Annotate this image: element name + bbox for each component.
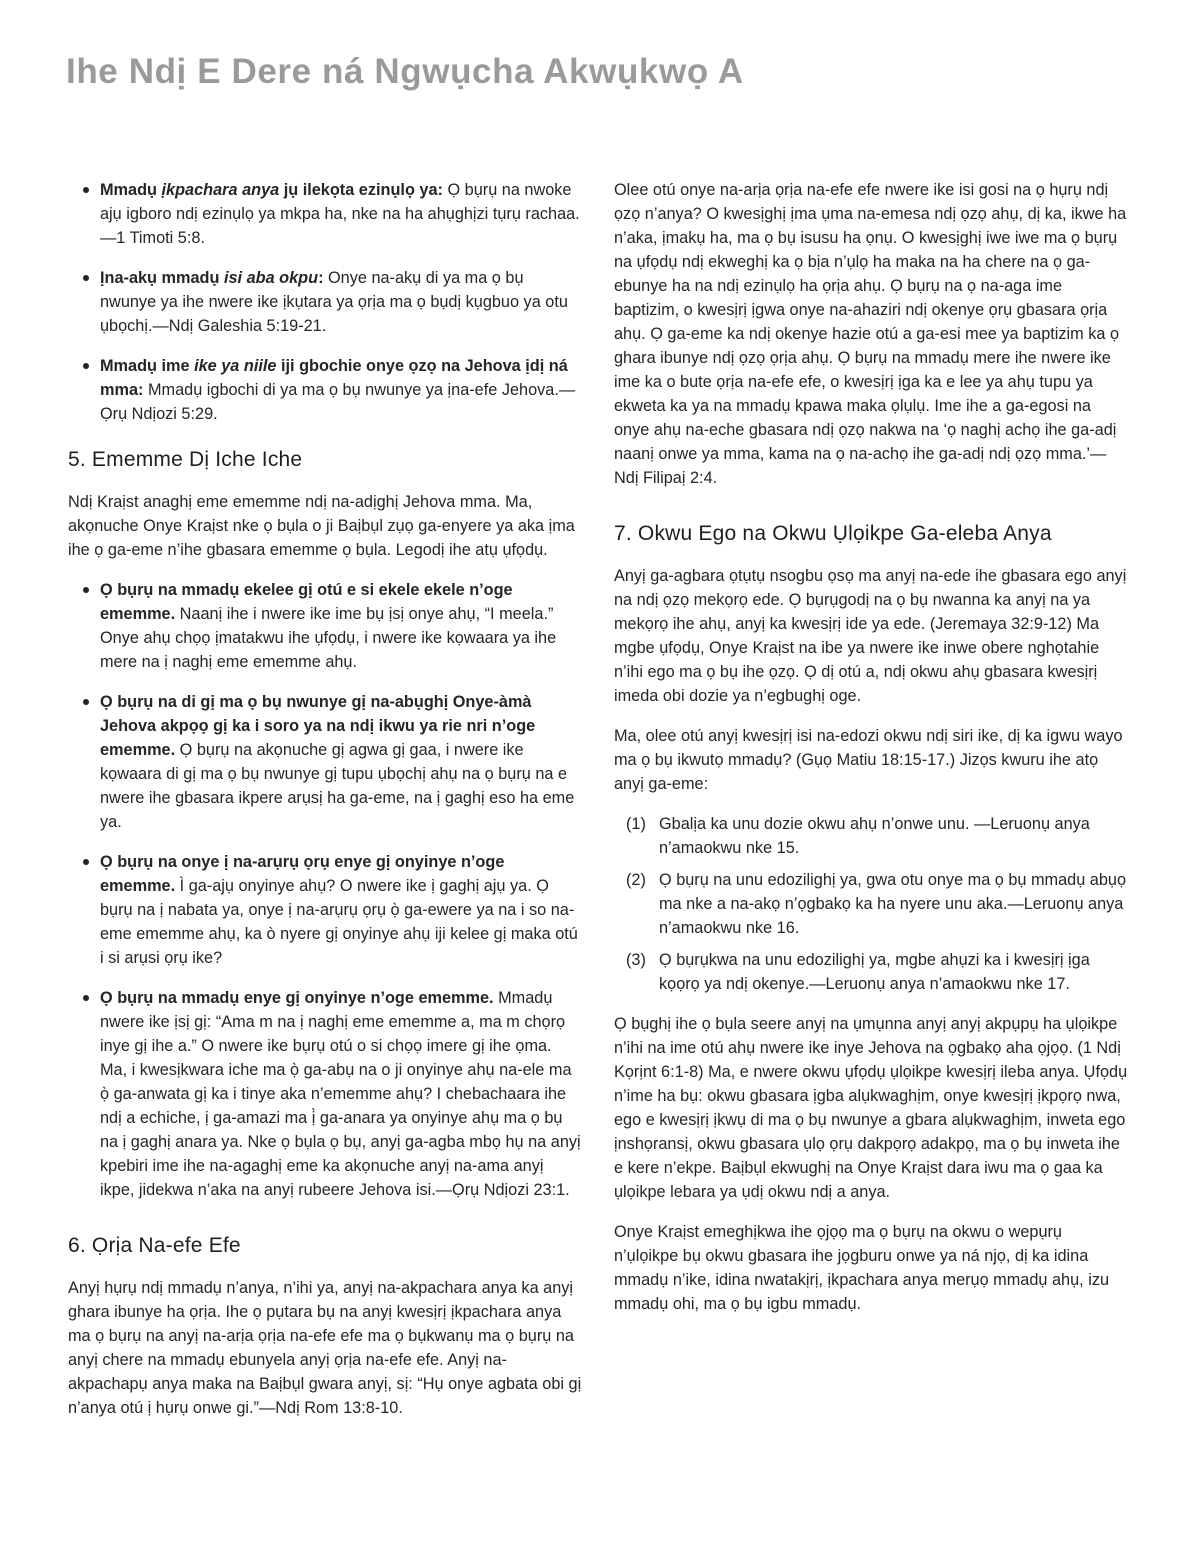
bullet-lead: Mmadụ	[100, 181, 162, 199]
bullet-emphasis: ịkpachara anya	[161, 181, 280, 199]
section-5-bullet-list	[68, 578, 582, 1202]
step-item	[614, 948, 1128, 996]
section-6-heading	[68, 1232, 582, 1260]
bullet-text: Mmadụ nwere ike ịsị gị: “Ama m na ị naghị eme ememme a, ma m chọrọ inye gị ihe a.” O nwere ike bụrụ otú o si chọọ imere gị ihe ọma. Ma, i kwesịkwara iche ma ọ̀ ga-abụ na o ji onyinye ahụ na-ele ma ọ̀ ga-anwata gị ka i tinye aka n’ememme ahụ? I chebachaara ihe ndị a echiche, ị ga-amazi ma ị̀ ga-anara ya onyinye ahụ ma ọ bụ na ị gaghị anara ya. Nke ọ bụla ọ bụ, anyị ga-agba mbọ hụ na anyị kpebiri ime ihe na-agaghị eme ka akọnuche anyị na-ama anyị ikpe, jidekwa n’aka na anyị rubeere Jehova isi.—Ọrụ Ndịozi 23:1.	[100, 989, 581, 1199]
bullet-lead: Ọ bụrụ na di gị ma ọ bụ nwunye gị na-abụghị Onye-àmà Jehova akpọọ gị ka i soro ya na ndị ikwu ya rie nri n’oge ememme.	[100, 693, 536, 759]
bullet-text: Onye na-akụ di ya ma ọ bụ nwunye ya ihe nwere ike ịkụtara ya ọrịa ma ọ bụdị kụgbuo ya otu ụbọchị.—Ndị Galeshia 5:19-21.	[100, 269, 568, 335]
list-item	[68, 578, 582, 674]
section-7-paragraph-2: Ma, olee otú anyị kwesịrị isi na-edozi okwu ndị siri ike, dị ka igwu wayo ma ọ bụ ikwutọ mmadụ? (Gụọ Matiu 18:15-17.) Jizọs kwuru ihe atọ anyị ga-eme:	[614, 727, 1123, 793]
bullet-text: Ọ bụrụ na akọnuche gị agwa gị gaa, i nwere ike kọwaara di gị ma ọ bụ nwunye gị tupu ụbọchị ahụ na ọ bụrụ na e nwere ihe gbasara ikpere arụsị ha ga-eme, na ị gaghị eso ha eme ya.	[100, 741, 575, 831]
bullet-text: Naanị ihe i nwere ike ime bụ ịsị onye ahụ, “I meela.” Onye ahụ chọọ ịmatakwu ihe ụfọdụ, i nwere ike kọwaara ya ihe mere na ị naghị eme ememme ahụ.	[100, 605, 557, 671]
step-item	[614, 868, 1128, 940]
bullet-text: Ì ga-ajụ onyinye ahụ? O nwere ike ị gaghị ajụ ya. Ọ bụrụ na ị nabata ya, onye ị na-arụrụ ọrụ ọ̀ ga-ewere ya na i so na-eme ememme ahụ, ka ò nyere gị onyinye ahụ iji kelee gị maka otú i si arụsi ọrụ ike?	[100, 877, 578, 967]
bullet-lead: Ọ bụrụ na onye ị na-arụrụ ọrụ enye gị onyinye n’oge ememme.	[100, 853, 505, 895]
list-item	[68, 354, 582, 426]
list-item	[68, 690, 582, 834]
section-number: 5.	[68, 448, 86, 471]
section-7-paragraph-3: Ọ bụghị ihe ọ bụla seere anyị na ụmụnna anyị anyị akpụpụ ha ụlọikpe n’ihi na ime otú ahụ nwere ike inye Jehova na ọgbakọ aha ọjọọ. (1 Ndị Kọrịnt 6:1-8) Ma, e nwere okwu ụfọdụ ụlọikpe kwesịrị ileba anya. Ụfọdụ n’ime ha bụ: okwu gbasara ịgba alụkwaghịm, onye kwesịrị ịkpọrọ nwa, ego e kwesịrị ịkwụ di ma ọ bụ nwunye a gbara alụkwaghịm, inweta ego ịnshọransị, okwu gbasara ụlọ ọrụ dakpọrọ adakpọ, ma ọ bụ inweta ihe e kere n’ekpe. Baịbụl ekwughị na Onye Kraịst dara iwu ma ọ gaa ka ụlọikpe lebara ya ụdị okwu ndị a anya.	[614, 1015, 1128, 1201]
section-number: 7.	[614, 522, 632, 545]
bullet-lead: Ọ bụrụ na mmadụ enye gị onyinye n’oge ememme.	[100, 989, 494, 1007]
list-item	[68, 178, 582, 250]
bullet-lead-end: iji gbochie onye ọzọ na Jehova ịdị ná mma:	[100, 357, 568, 399]
section-7-paragraph-4: Onye Kraịst emeghịkwa ihe ọjọọ ma ọ bụrụ na okwu o wepụrụ n’ụlọikpe bụ okwu gbasara ihe jọgburu onwe ya ná njọ, dị ka idina mmadụ n’ike, idina nwatakịrị, ịkpachara anya merụọ mmadụ ahụ, izu mmadụ ohi, ma ọ bụ igbu mmadụ.	[614, 1223, 1110, 1313]
section-title: Ememme Dị Iche Iche	[91, 448, 303, 471]
section-number: 6.	[68, 1234, 86, 1257]
bullet-lead-end: jụ ilekọta ezinụlọ ya:	[279, 181, 443, 199]
bullet-lead: Ọ bụrụ na mmadụ ekelee gị otú e si ekele ekele n’oge ememme.	[100, 581, 513, 623]
list-item	[68, 986, 582, 1202]
page-header: Ihe Ndị E Dere ná Ngwụcha Akwụkwọ A	[66, 52, 744, 91]
section-5-intro: Ndị Kraịst anaghị eme ememme ndị na-adịghị Jehova mma. Ma, akọnuche Onye Kraịst nke ọ bụla o ji Baịbụl zụọ ga-enyere ya aka ịma ihe ọ ga-eme n’ihe gbasara ememme ọ bụla. Legodị ihe atụ ụfọdụ.	[68, 493, 575, 559]
right-column	[614, 178, 1128, 1332]
intro-bullet-list	[68, 178, 582, 426]
bullet-text: Mmadụ igbochi di ya ma ọ bụ nwunye ya ịna-efe Jehova.—Ọrụ Ndịozi 5:29.	[100, 381, 576, 423]
section-6-paragraph: Anyị hụrụ ndị mmadụ n’anya, n’ihi ya, anyị na-akpachara anya ka anyị ghara ibunye ha ọrịa. Ihe ọ pụtara bụ na anyị kwesịrị ịkpachara anya ma ọ bụrụ na anyị na-arịa ọrịa na-efe efe ma ọ bụkwanụ ma ọ bụrụ na anyị chere na mmadụ ebunyela anyị ọrịa na-efe efe. Anyị na-akpachapụ anya maka na Baịbụl gwara anyị, sị: “Hụ onye agbata obi gị n’anya otú ị hụrụ onwe gi.”—Ndị Rom 13:8-10.	[68, 1279, 582, 1417]
step-number: (2)	[626, 871, 646, 889]
list-item	[68, 850, 582, 970]
steps-list	[614, 812, 1128, 996]
list-item	[68, 266, 582, 338]
step-text: Ọ bụrụ na unu edozilighị ya, gwa otu onye ma ọ bụ mmadụ abụọ ma nke a na-akọ n’ọgbakọ ka ha nyere unu aka.—Leruonụ anya n’amaokwu nke 16.	[659, 871, 1127, 937]
step-number: (3)	[626, 951, 646, 969]
bullet-lead-end: :	[318, 269, 324, 287]
bullet-lead: Mmadụ ime	[100, 357, 195, 375]
step-item	[614, 812, 1128, 860]
bullet-text: Ọ bụrụ na nwoke ajụ igboro ndị ezinụlọ ya mkpa ha, nke na ha ahụghịzi tụrụ rachaa.—1 Timoti 5:8.	[100, 181, 580, 247]
section-title: Ọrịa Na-efe Efe	[91, 1234, 241, 1257]
bullet-lead: Ịna-akụ mmadụ	[100, 269, 224, 287]
left-column	[68, 178, 582, 1436]
section-6-continued-paragraph: Olee otú onye na-arịa ọrịa na-efe efe nwere ike isi gosi na ọ hụrụ ndị ọzọ n’anya? O kwesịghị ịma ụma na-emesa ndị ọzọ ahụ, dị ka, ikwe ha n’aka, ịmakụ ha, ma ọ bụ isusu ha ọnụ. O kwesịghị iwe iwe ma ọ bụrụ na ụfọdụ ndị ekweghị ka ọ bịa n’ụlọ ha maka na ha chere na ọ ga-ebunye ha na ndị ezinụlọ ha ọrịa ahụ. Ọ bụrụ na ọ na-aga ime baptizim, o kwesịrị ịgwa onye na-ahaziri ndị okenye ọrụ gbasara ọrịa ahụ. Ọ ga-eme ka ndị okenye hazie otú a ga-esi mee ya baptizim ka ọ ghara ibunye ndị ọzọ ọrịa ahụ. Ọ bụrụ na mmadụ mere ihe nwere ike ime ka o bute ọrịa na-efe efe, o kwesịrị ịga ka e lee ya ahụ tupu ya ekweta ka ya na mmadụ kpawa maka ọlụlụ. Ime ihe a ga-egosi na onye ahụ na-eche gbasara ndị ọzọ nakwa na ‘ọ naghị achọ ihe ga-adị naanị onwe ya mma, kama na ọ na-achọ ihe ga-adị ndị ọzọ mma.’—Ndị Filipaị 2:4.	[614, 181, 1127, 487]
section-7-heading	[614, 520, 1128, 548]
bullet-emphasis: isi aba okpu	[223, 269, 319, 287]
step-text: Ọ bụrụkwa na unu edozilighị ya, mgbe ahụzi ka i kwesịrị ịga kọọrọ ya ndị okenye.—Leruonụ anya n’amaokwu nke 17.	[659, 951, 1090, 993]
section-title: Okwu Ego na Okwu Ụlọikpe Ga-eleba Anya	[637, 522, 1052, 545]
section-7-paragraph-1: Anyị ga-agbara ọtụtụ nsogbu ọsọ ma anyị na-ede ihe gbasara ego anyị na ndị ọzọ mekọrọ ede. Ọ bụrụgodị na ọ bụ nwanna ka anyị na ya mekọrọ ihe ahụ, anyị ka kwesịrị ide ya ede. (Jeremaya 32:9-12) Ma mgbe ụfọdụ, Onye Kraịst na ibe ya nwere ike inwe obere nghọtahie n’ihi ego ma ọ bụ ihe ọzọ. Ọ dị otú a, ndị okwu ahụ gbasara kwesịrị imeda obi dozie ya n’egbughị oge.	[614, 567, 1127, 705]
section-5-heading	[68, 446, 582, 474]
step-number: (1)	[626, 815, 646, 833]
bullet-emphasis: ike ya niile	[194, 357, 277, 375]
step-text: Gbalịa ka unu dozie okwu ahụ n’onwe unu. —Leruonụ anya n’amaokwu nke 15.	[659, 815, 1090, 857]
